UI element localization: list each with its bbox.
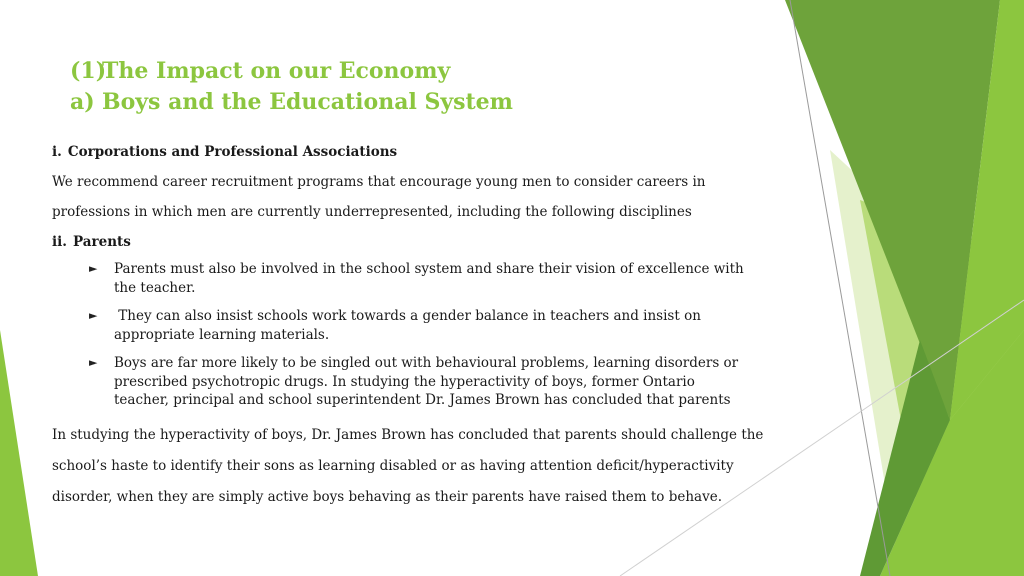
- title-number: (1): [70, 58, 107, 84]
- section-heading-parents: [52, 232, 772, 252]
- section-title: Corporations and Professional Associations: [67, 144, 398, 160]
- title-line-2: [70, 87, 513, 118]
- title-text: The Impact on our Economy: [102, 58, 451, 84]
- section-heading-corporations: [52, 142, 772, 162]
- list-item: [52, 260, 772, 297]
- paragraph: professions in which men are currently underrepresented, including the following disciplines: [52, 204, 692, 220]
- list-item: [52, 307, 772, 344]
- slide-titles: [70, 56, 513, 118]
- section-index: i.: [52, 144, 62, 160]
- bullet-arrow-icon: ►: [89, 262, 98, 275]
- bullet-arrow-icon: ►: [89, 356, 98, 369]
- left-facet: [0, 330, 38, 576]
- slide-content: [52, 142, 772, 513]
- section-index: ii.: [52, 234, 67, 250]
- list-item: [52, 354, 772, 410]
- subtitle-letter: a): [70, 89, 95, 115]
- bullet-text: They can also insist schools work towards a gender balance in teachers and insist on appropriate learning materials.: [114, 308, 706, 343]
- bullet-text: Boys are far more likely to be singled out with behavioural problems, learning disorders or prescribed psychotropic drugs. In studying the hyperactivity of boys, former Ontario teacher, principal and school superintendent Dr. James Brown has concluded that parents: [114, 355, 739, 408]
- conclusion-paragraph: In studying the hyperactivity of boys, Dr. James Brown has concluded that parents should challenge the school’s haste to identify their sons as learning disabled or as having attention deficit/hyperactivity disorder, when they are simply active boys behaving as their parents have raised them to behave.: [52, 426, 764, 505]
- bullet-list: [52, 260, 772, 410]
- section-title: Parents: [72, 234, 131, 250]
- bullet-arrow-icon: ►: [89, 309, 98, 322]
- paragraph: We recommend career recruitment programs that encourage young men to consider careers in: [52, 174, 706, 190]
- subtitle-text: Boys and the Educational System: [102, 89, 513, 115]
- title-line-1: [70, 56, 513, 87]
- bullet-text: Parents must also be involved in the school system and share their vision of excellence with the teacher.: [114, 261, 744, 296]
